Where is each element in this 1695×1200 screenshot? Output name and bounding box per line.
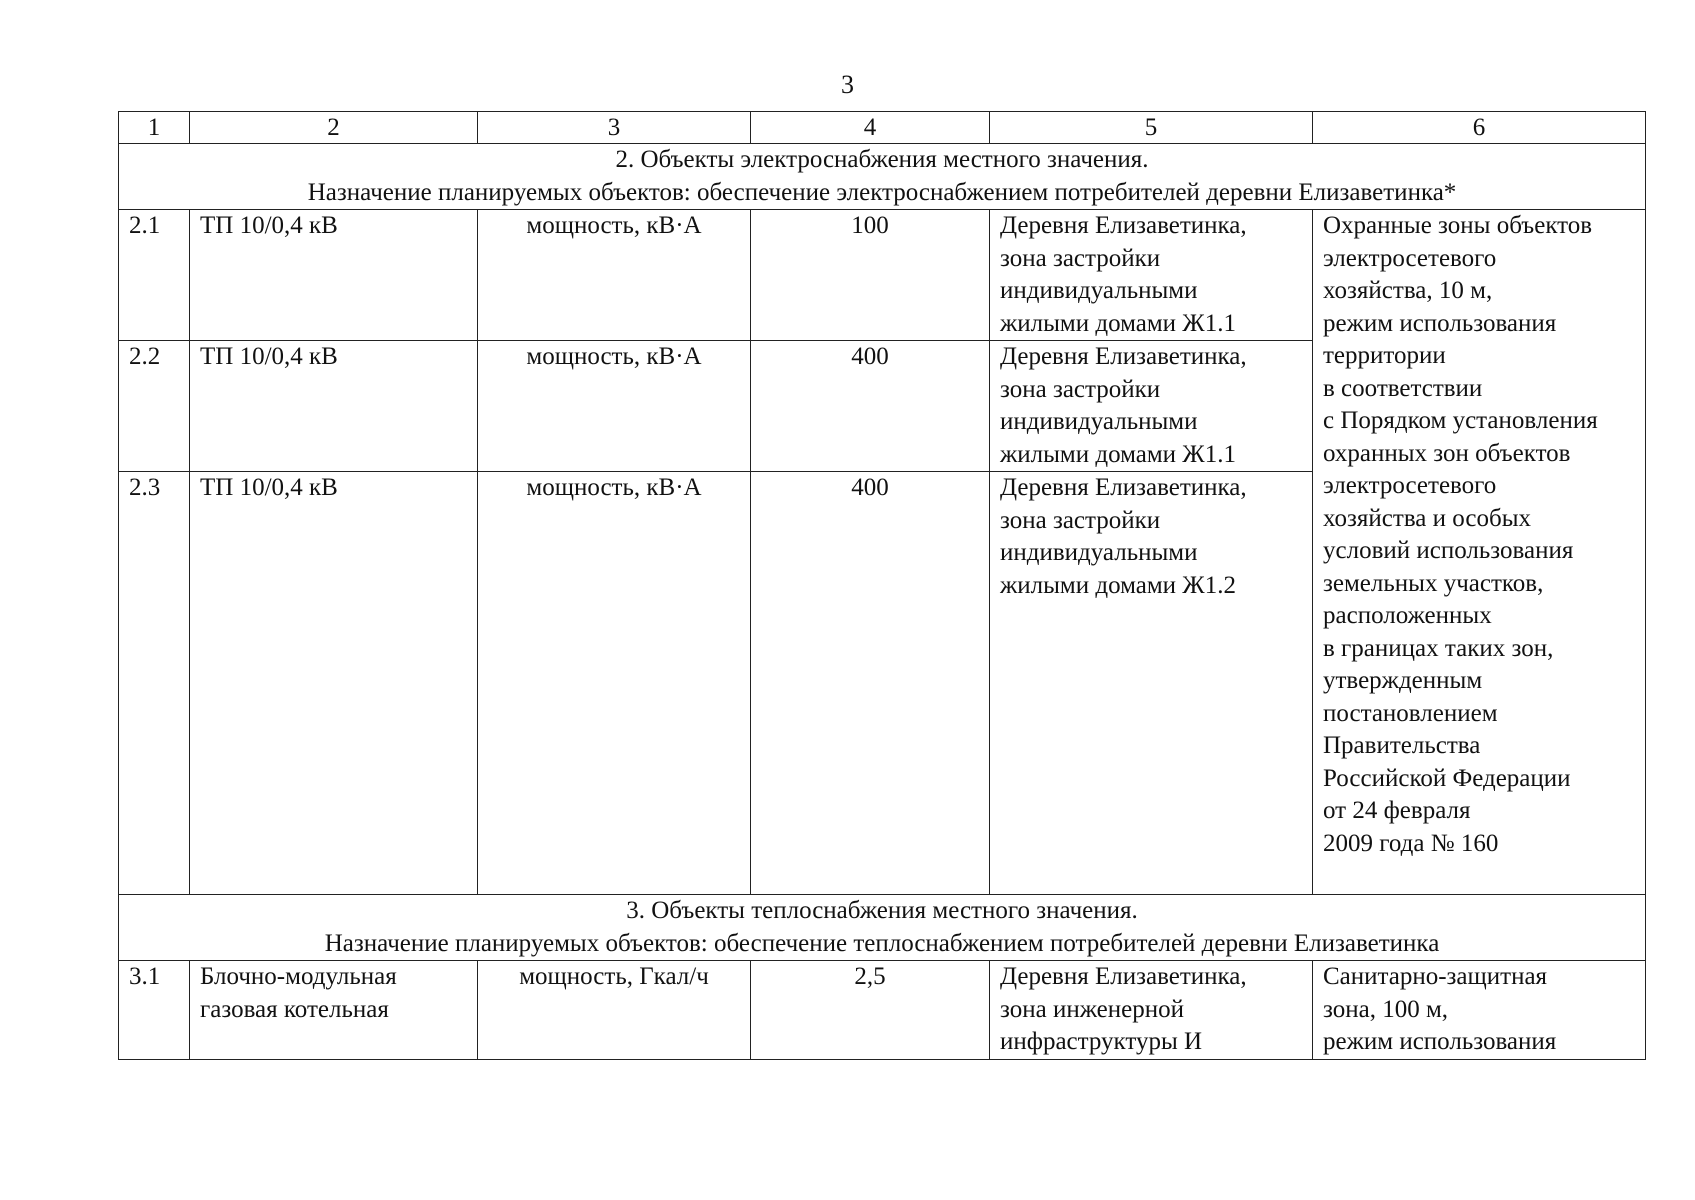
object-value: 400 xyxy=(751,472,990,895)
row-number: 2.1 xyxy=(119,210,190,341)
section-header xyxy=(119,144,1646,210)
protection-zone: Санитарно-защитная зона, 100 м, режим использования xyxy=(1313,961,1646,1060)
section-header xyxy=(119,895,1646,961)
section-title: 3. Объекты теплоснабжения местного значения. xyxy=(626,897,1138,924)
object-name: ТП 10/0,4 кВ xyxy=(190,210,478,341)
object-parameter: мощность, кВ·А xyxy=(478,341,751,472)
object-value: 400 xyxy=(751,341,990,472)
section-purpose: Назначение планируемых объектов: обеспечение электроснабжением потребителей деревни Елизаветинка* xyxy=(307,178,1457,206)
section-purpose: Назначение планируемых объектов: обеспечение теплоснабжением потребителей деревни Елизаветинка xyxy=(324,929,1440,957)
row-number: 2.2 xyxy=(119,341,190,472)
object-location: Деревня Елизаветинка, зона застройки индивидуальными жилыми домами Ж1.2 xyxy=(990,472,1313,895)
page-number: 3 xyxy=(841,70,854,99)
column-header: 5 xyxy=(990,112,1313,144)
column-number-row xyxy=(119,112,1646,144)
object-location: Деревня Елизаветинка, зона инженерной инфраструктуры И xyxy=(990,961,1313,1060)
object-parameter: мощность, кВ·А xyxy=(478,210,751,341)
protection-zone: Охранные зоны объектов электросетевого хозяйства, 10 м, режим использования территории в соответствии с Порядком установления охранных зон объектов электросетевого хозяйства и особых условий использования земельных участков, расположенных в границах таких зон, утвержденным постановлением Правительства Российской Федерации от 24 февраля 2009 года № 160 xyxy=(1313,210,1646,895)
column-header: 6 xyxy=(1313,112,1646,144)
section-header-row xyxy=(119,144,1646,210)
row-number: 2.3 xyxy=(119,472,190,895)
object-parameter: мощность, кВ·А xyxy=(478,472,751,895)
table-row xyxy=(119,961,1646,1060)
table-row xyxy=(119,210,1646,341)
section-title: 2. Объекты электроснабжения местного значения. xyxy=(615,146,1149,173)
row-number: 3.1 xyxy=(119,961,190,1060)
column-header: 3 xyxy=(478,112,751,144)
object-name: ТП 10/0,4 кВ xyxy=(190,341,478,472)
object-value: 2,5 xyxy=(751,961,990,1060)
column-header: 1 xyxy=(119,112,190,144)
section-header-row xyxy=(119,895,1646,961)
object-location: Деревня Елизаветинка, зона застройки индивидуальными жилыми домами Ж1.1 xyxy=(990,341,1313,472)
column-header: 4 xyxy=(751,112,990,144)
object-location: Деревня Елизаветинка, зона застройки индивидуальными жилыми домами Ж1.1 xyxy=(990,210,1313,341)
object-name: ТП 10/0,4 кВ xyxy=(190,472,478,895)
objects-table xyxy=(118,111,1646,1060)
column-header: 2 xyxy=(190,112,478,144)
object-name: Блочно-модульная газовая котельная xyxy=(190,961,478,1060)
object-parameter: мощность, Гкал/ч xyxy=(478,961,751,1060)
object-value: 100 xyxy=(751,210,990,341)
